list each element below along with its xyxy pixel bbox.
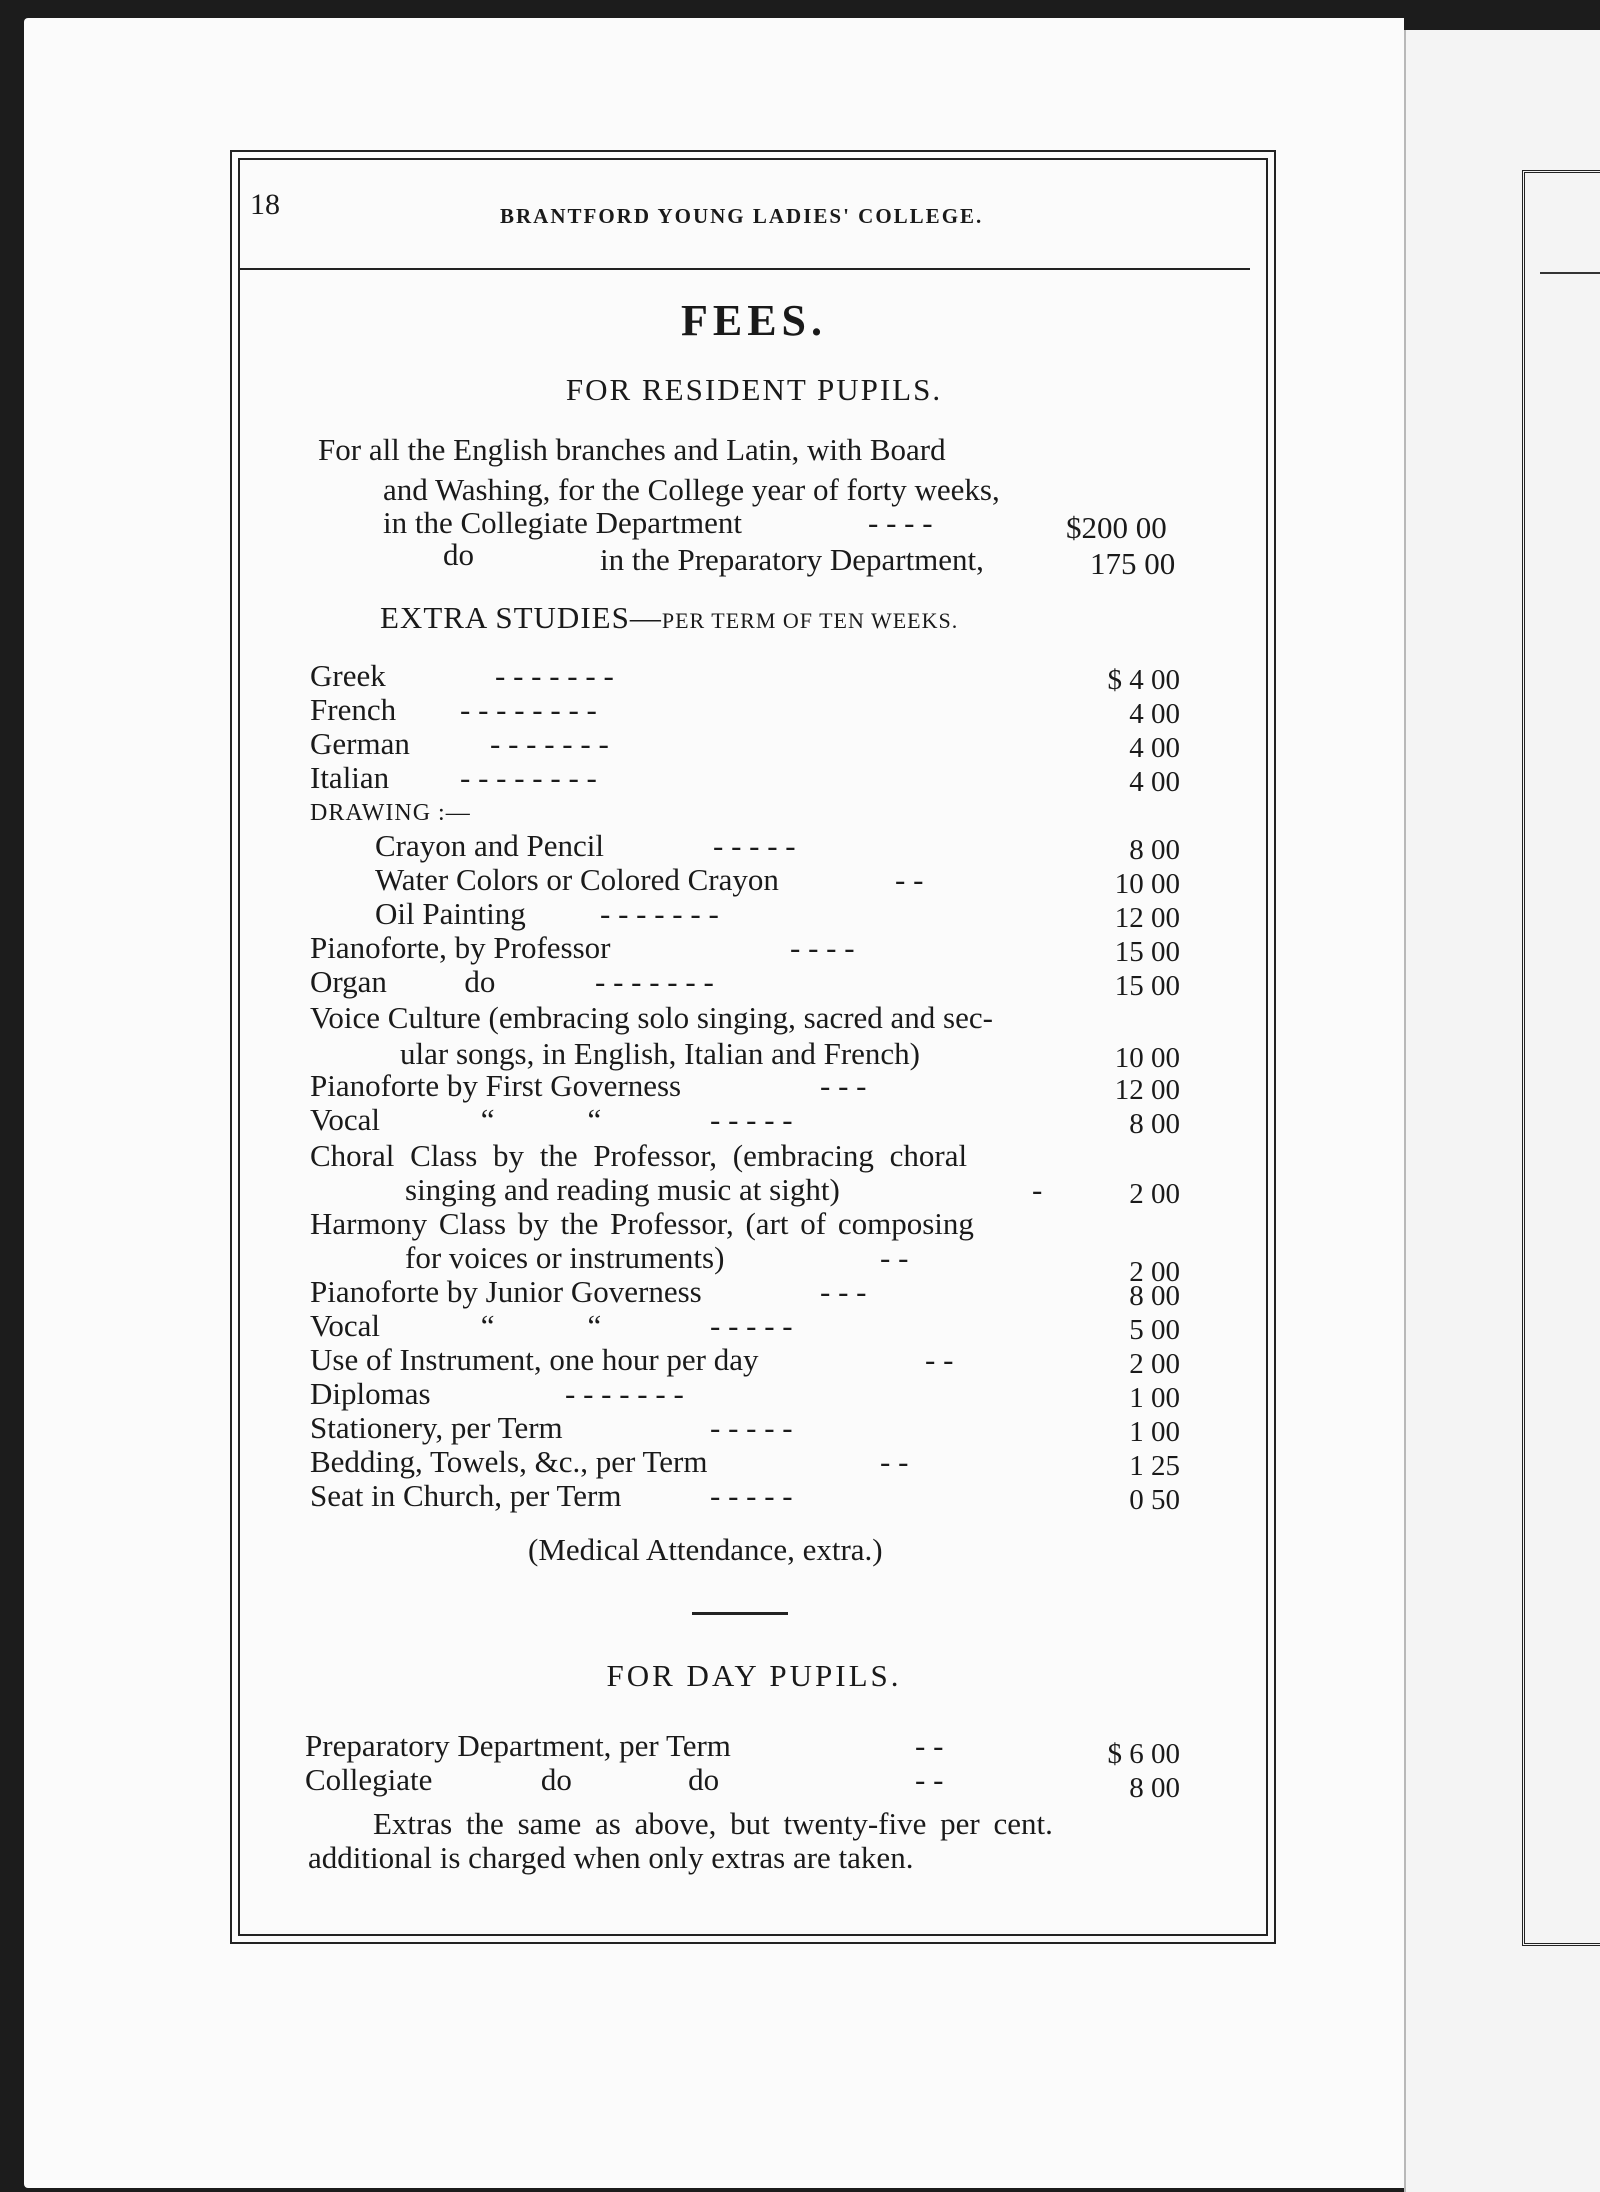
facing-page-frame — [1522, 170, 1600, 1946]
day-fee-row: Collegiate do do - - 8 00 — [305, 1762, 1180, 1804]
header-rule — [238, 268, 1250, 270]
fee-row: Greek - - - - - - - $ 4 00 — [310, 658, 1180, 696]
fee-row: Diplomas - - - - - - - 1 00 — [310, 1376, 1180, 1414]
extra-studies-heading — [380, 600, 958, 636]
fee-row: Pianoforte, by Professor - - - - 15 00 — [310, 930, 1180, 968]
day-fee-row: Preparatory Department, per Term - - $ 6 00 — [305, 1728, 1180, 1770]
page-number: 18 — [250, 188, 280, 221]
day-note-line-1: Extras the same as above, but twenty-five per cent. — [373, 1806, 1053, 1841]
resident-line-4-amount: 175 00 — [1090, 546, 1176, 581]
fee-row: singing and reading music at sight) - 2 00 — [405, 1172, 1180, 1210]
fee-row: Pianoforte by Junior Governess - - - 8 00 — [310, 1274, 1180, 1312]
fee-row: Choral Class by the Professor, (embracing choral — [310, 1138, 968, 1173]
resident-line-2: and Washing, for the College year of forty weeks, — [383, 472, 1000, 507]
extra-studies-heading-sub: PER TERM OF TEN WEEKS. — [661, 608, 959, 633]
fee-row: German - - - - - - - 4 00 — [310, 726, 1180, 764]
resident-line-3-amount: $200 00 — [1066, 510, 1167, 545]
fee-row: Voice Culture (embracing solo singing, sacred and sec- — [310, 1000, 993, 1035]
fee-row: Oil Painting - - - - - - - 12 00 — [375, 896, 1180, 934]
running-title: BRANTFORD YOUNG LADIES' COLLEGE. — [500, 204, 984, 228]
fee-row: Pianoforte by First Governess - - - 12 00 — [310, 1068, 1180, 1106]
medical-note: (Medical Attendance, extra.) — [528, 1532, 883, 1567]
fee-row: Stationery, per Term - - - - - 1 00 — [310, 1410, 1180, 1448]
fee-row: for voices or instruments) - - 2 00 — [405, 1240, 1180, 1288]
extra-studies-heading-main: EXTRA STUDIES— — [380, 600, 662, 635]
facing-page-rule — [1540, 272, 1600, 274]
resident-line-4-text: in the Preparatory Department, — [600, 542, 984, 577]
fee-row: Use of Instrument, one hour per day - - 2 00 — [310, 1342, 1180, 1380]
fee-row: Organ do - - - - - - - 15 00 — [310, 964, 1180, 1002]
resident-heading: FOR RESIDENT PUPILS. — [565, 372, 943, 407]
resident-line-1: For all the English branches and Latin, with Board — [318, 432, 946, 467]
fee-row: Harmony Class by the Professor, (art of composing — [310, 1206, 974, 1241]
fee-row: ular songs, in English, Italian and French) 10 00 — [400, 1036, 1180, 1074]
resident-line-3: in the Collegiate Department — [383, 505, 742, 540]
fee-row: Crayon and Pencil - - - - - 8 00 — [375, 828, 1180, 866]
fee-row: Italian - - - - - - - - 4 00 — [310, 760, 1180, 798]
fee-row: Vocal “ “ - - - - - 5 00 — [310, 1308, 1180, 1346]
section-divider — [692, 1612, 788, 1615]
day-note-line-2: additional is charged when only extras are taken. — [308, 1840, 914, 1875]
fee-row: French - - - - - - - - 4 00 — [310, 692, 1180, 730]
resident-leader-dots: - - - - — [868, 505, 933, 540]
fee-row: Bedding, Towels, &c., per Term - - 1 25 — [310, 1444, 1180, 1482]
fee-row: Seat in Church, per Term - - - - - 0 50 — [310, 1478, 1180, 1516]
fee-row: Water Colors or Colored Crayon - - 10 00 — [375, 862, 1180, 900]
fee-row-drawing-heading: DRAWING :— — [310, 800, 471, 826]
fee-row: Vocal “ “ - - - - - 8 00 — [310, 1102, 1180, 1140]
day-pupils-heading: FOR DAY PUPILS. — [606, 1658, 902, 1693]
page-title: FEES. — [680, 296, 828, 345]
resident-line-4-do: do — [443, 537, 474, 572]
